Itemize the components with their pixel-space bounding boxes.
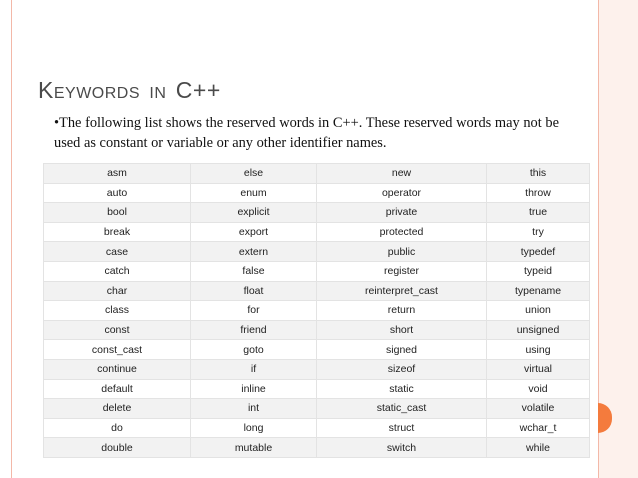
keyword-cell: auto <box>44 183 191 203</box>
keyword-cell: explicit <box>191 203 317 223</box>
keyword-cell: true <box>487 203 590 223</box>
keyword-cell: public <box>317 242 487 262</box>
table-row <box>44 340 590 360</box>
keyword-cell: union <box>487 301 590 321</box>
keyword-cell: virtual <box>487 359 590 379</box>
keyword-cell: long <box>191 418 317 438</box>
table-row <box>44 242 590 262</box>
table-row <box>44 164 590 184</box>
table-row <box>44 261 590 281</box>
keyword-cell: int <box>191 399 317 419</box>
keyword-cell: protected <box>317 222 487 242</box>
keyword-cell: short <box>317 320 487 340</box>
keyword-cell: double <box>44 438 191 458</box>
keyword-cell: char <box>44 281 191 301</box>
keyword-cell: float <box>191 281 317 301</box>
table-row <box>44 281 590 301</box>
keyword-cell: while <box>487 438 590 458</box>
keyword-cell: new <box>317 164 487 184</box>
keyword-cell: throw <box>487 183 590 203</box>
left-border-line <box>11 0 12 478</box>
keyword-cell: return <box>317 301 487 321</box>
keyword-cell: inline <box>191 379 317 399</box>
keywords-table <box>43 163 590 458</box>
keyword-cell: else <box>191 164 317 184</box>
table-row <box>44 203 590 223</box>
keyword-cell: using <box>487 340 590 360</box>
keyword-cell: goto <box>191 340 317 360</box>
keyword-cell: delete <box>44 399 191 419</box>
keyword-cell: default <box>44 379 191 399</box>
keyword-cell: try <box>487 222 590 242</box>
table-row <box>44 379 590 399</box>
keyword-cell: static <box>317 379 487 399</box>
keyword-cell: struct <box>317 418 487 438</box>
keyword-cell: case <box>44 242 191 262</box>
keyword-cell: do <box>44 418 191 438</box>
keyword-cell: unsigned <box>487 320 590 340</box>
keyword-cell: signed <box>317 340 487 360</box>
keyword-cell: enum <box>191 183 317 203</box>
keyword-cell: mutable <box>191 438 317 458</box>
keyword-cell: switch <box>317 438 487 458</box>
keyword-cell: volatile <box>487 399 590 419</box>
keyword-cell: private <box>317 203 487 223</box>
table-row <box>44 320 590 340</box>
keyword-cell: for <box>191 301 317 321</box>
table-row <box>44 359 590 379</box>
table-row <box>44 438 590 458</box>
keyword-cell: asm <box>44 164 191 184</box>
keyword-cell: reinterpret_cast <box>317 281 487 301</box>
table-row <box>44 222 590 242</box>
keyword-cell: continue <box>44 359 191 379</box>
table-row <box>44 183 590 203</box>
keyword-cell: break <box>44 222 191 242</box>
keyword-cell: void <box>487 379 590 399</box>
keyword-cell: export <box>191 222 317 242</box>
keyword-cell: if <box>191 359 317 379</box>
keyword-cell: class <box>44 301 191 321</box>
keyword-cell: const <box>44 320 191 340</box>
keyword-cell: typedef <box>487 242 590 262</box>
slide-title: KEYWORDS IN C++ <box>38 77 221 103</box>
keyword-cell: typename <box>487 281 590 301</box>
keyword-cell: static_cast <box>317 399 487 419</box>
keyword-cell: extern <box>191 242 317 262</box>
keyword-cell: this <box>487 164 590 184</box>
keyword-cell: friend <box>191 320 317 340</box>
table-row <box>44 399 590 419</box>
keyword-cell: catch <box>44 261 191 281</box>
keyword-cell: false <box>191 261 317 281</box>
keyword-cell: bool <box>44 203 191 223</box>
keyword-cell: sizeof <box>317 359 487 379</box>
table-row <box>44 301 590 321</box>
intro-paragraph: •The following list shows the reserved words in C++. These reserved words may not be used as constant or variable or any other identifier names. <box>54 115 559 151</box>
keyword-cell: wchar_t <box>487 418 590 438</box>
keyword-cell: typeid <box>487 261 590 281</box>
keyword-cell: operator <box>317 183 487 203</box>
keyword-cell: register <box>317 261 487 281</box>
table-row <box>44 418 590 438</box>
keyword-cell: const_cast <box>44 340 191 360</box>
